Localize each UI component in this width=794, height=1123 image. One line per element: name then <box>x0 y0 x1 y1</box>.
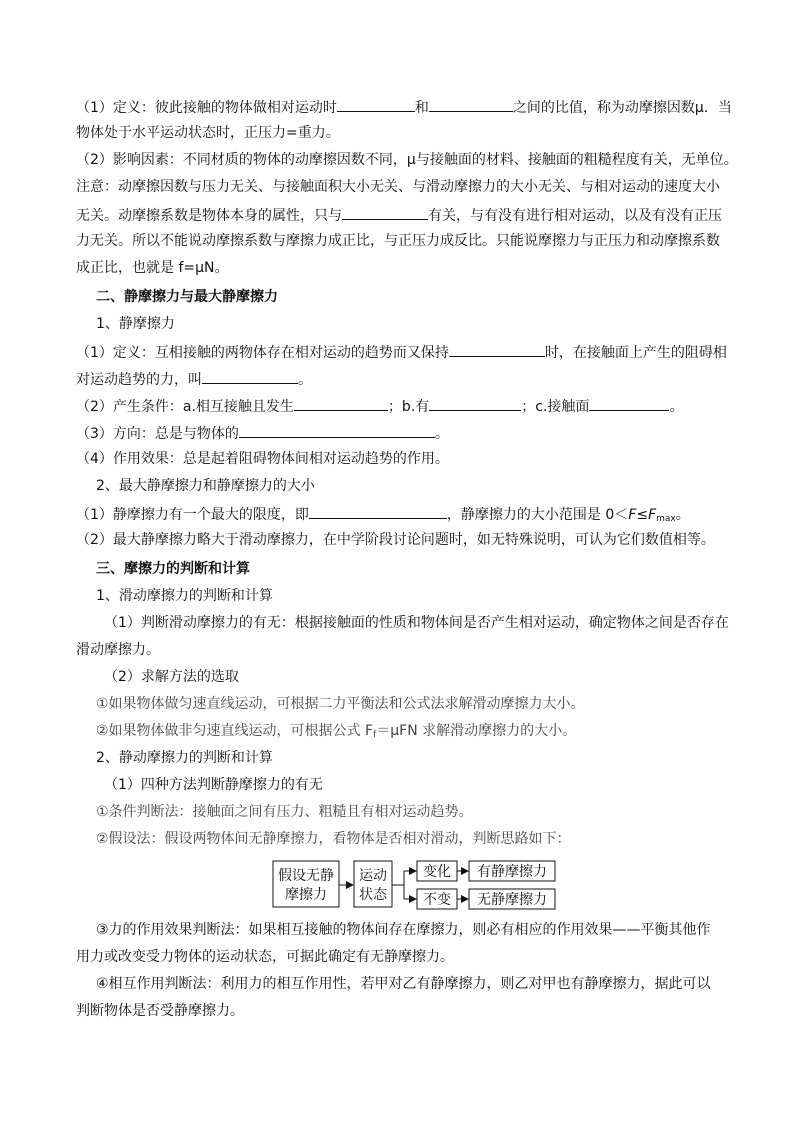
method-title: （2）求解方法的选取 <box>104 669 239 685</box>
static-direction-line <box>76 422 449 444</box>
subscript-max: max <box>656 514 676 524</box>
text-segment: （1）定义：互相接触的两物体存在相对运动的趋势而又保持 <box>76 345 449 361</box>
text-segment: （2）产生条件：a.相互接触且发生 <box>76 399 294 415</box>
assumption-method-line: ②假设法：假设两物体间无静摩擦力，看物体是否相对滑动，判断思路如下： <box>96 831 571 847</box>
condition-method-line: ①条件判断法：接触面之间有压力、粗糙且有相对运动趋势。 <box>96 804 473 820</box>
variable-f: F <box>628 507 637 523</box>
section-2-sub1: 1、静摩擦力 <box>96 316 175 332</box>
fill-blank <box>294 395 388 411</box>
flow-change-text: 变化 <box>423 864 451 880</box>
section-3-sub1: 1、滑动摩擦力的判断和计算 <box>96 588 273 604</box>
text-segment: ；c.接触面 <box>521 399 590 415</box>
text-segment: 无关。动摩擦系数是物体本身的属性，只与 <box>76 208 342 224</box>
text-segment: ；b.有 <box>387 399 430 415</box>
static-definition-line-2 <box>76 368 312 390</box>
note-line-3: 力无关。所以不能说动摩擦系数与摩擦力成正比，与正压力成反比。只能说摩擦力与正压力和动摩擦系数 <box>76 233 720 249</box>
kinetic-factor-line: （2）影响因素：不同材质的物体的动摩擦因数不同，μ与接触面的材料、接触面的粗糙程度有关，无单位。 <box>76 152 738 168</box>
text-segment: 。 <box>298 372 312 388</box>
text-segment: 之间的比值，称为动摩擦因数μ．当 <box>512 100 732 116</box>
kinetic-definition-line-2: 物体处于水平运动状态时，正压力=重力。 <box>76 125 340 141</box>
fill-blank <box>309 503 447 519</box>
fill-blank <box>429 96 513 112</box>
assumption-flowchart <box>270 857 560 913</box>
static-definition-line-1 <box>76 341 727 363</box>
text-segment: ，静摩擦力的大小范围是 0＜ <box>446 507 629 523</box>
flow-nochange-text: 不变 <box>423 892 451 908</box>
text-segment: ＝μFN 求解滑动摩擦力的大小。 <box>376 723 577 739</box>
section-2-sub2: 2、最大静摩擦力和静摩擦力的大小 <box>96 478 315 494</box>
text-segment: 。 <box>675 507 690 523</box>
static-effect-line: （4）作用效果：总是起着阻碍物体间相对运动趋势的作用。 <box>76 451 449 467</box>
fill-blank <box>337 96 415 112</box>
section-3-sub2: 2、静动摩擦力的判断和计算 <box>96 750 273 766</box>
text-segment: （3）方向：总是与物体的 <box>76 426 239 442</box>
variable-fmax: F <box>648 507 657 523</box>
sliding-judge-line-1: （1）判断滑动摩擦力的有无：根据接触面的性质和物体间是否产生相对运动，确定物体之间是否存在 <box>104 615 729 631</box>
note-line-4: 成正比，也就是 f=μN。 <box>76 260 229 276</box>
flow-start-text-1: 假设无静 <box>278 868 334 884</box>
flow-has-text: 有静摩擦力 <box>477 864 547 880</box>
four-methods-title: （1）四种方法判断静摩擦力的有无 <box>104 777 323 793</box>
static-conditions-line <box>76 395 683 417</box>
note-line-2 <box>76 204 722 226</box>
mutual-method-line-1: ④相互作用判断法：利用力的相互作用性，若甲对乙有静摩擦力，则乙对甲也有静摩擦力，据此可以 <box>96 976 711 992</box>
flow-start-text-2: 摩擦力 <box>285 887 327 903</box>
flow-state-text-1: 运动 <box>359 868 387 884</box>
max-approx-line: （2）最大静摩擦力略大于滑动摩擦力，在中学阶段讨论问题时，如无特殊说明，可认为它们数值相等。 <box>76 532 715 548</box>
flow-none-text: 无静摩擦力 <box>477 892 547 908</box>
fill-blank <box>239 422 435 438</box>
section-3-title: 三、摩擦力的判断和计算 <box>96 561 250 577</box>
text-segment: 有关，与有没有进行相对运动，以及有没有正压 <box>428 208 722 224</box>
method-line-1: ①如果物体做匀速直线运动，可根据二力平衡法和公式法求解滑动摩擦力大小。 <box>96 696 585 712</box>
fill-blank <box>202 368 298 384</box>
note-line-1: 注意：动摩擦因数与压力无关、与接触面积大小无关、与滑动摩擦力的大小无关、与相对运动的速度大小 <box>76 179 720 195</box>
sliding-judge-line-2: 滑动摩擦力。 <box>76 642 160 658</box>
fill-blank <box>449 341 545 357</box>
text-segment: 。 <box>669 399 684 415</box>
effect-method-line-2: 用力或改变受力物体的运动状态，可据此确定有无静摩擦力。 <box>76 949 454 965</box>
text-segment: ②如果物体做非匀速直线运动，可根据公式 F <box>96 723 374 739</box>
section-2-title: 二、静摩擦力与最大静摩擦力 <box>96 289 278 305</box>
fill-blank <box>429 395 521 411</box>
mutual-method-line-2: 判断物体是否受静摩擦力。 <box>76 1003 244 1019</box>
text-segment: 时，在接触面上产生的阻碍相 <box>544 345 727 361</box>
max-static-line <box>76 503 690 529</box>
text-segment: （1）静摩擦力有一个最大的限度，即 <box>76 507 309 523</box>
text-segment: 。 <box>434 426 449 442</box>
fill-blank <box>342 204 428 220</box>
kinetic-definition-line-1 <box>76 96 732 118</box>
flow-state-text-2: 状态 <box>359 887 387 903</box>
text-segment: （1）定义：彼此接触的物体做相对运动时 <box>76 100 337 116</box>
subscript-f: f <box>373 730 377 740</box>
fill-blank <box>589 395 669 411</box>
method-line-2 <box>96 721 576 745</box>
text-segment: 对运动趋势的力，叫 <box>76 372 202 388</box>
text-segment: 和 <box>414 100 429 116</box>
effect-method-line-1: ③力的作用效果判断法：如果相互接触的物体间存在摩擦力，则必有相应的作用效果——平衡其他作 <box>96 922 711 938</box>
le-symbol: ≤ <box>636 507 649 523</box>
